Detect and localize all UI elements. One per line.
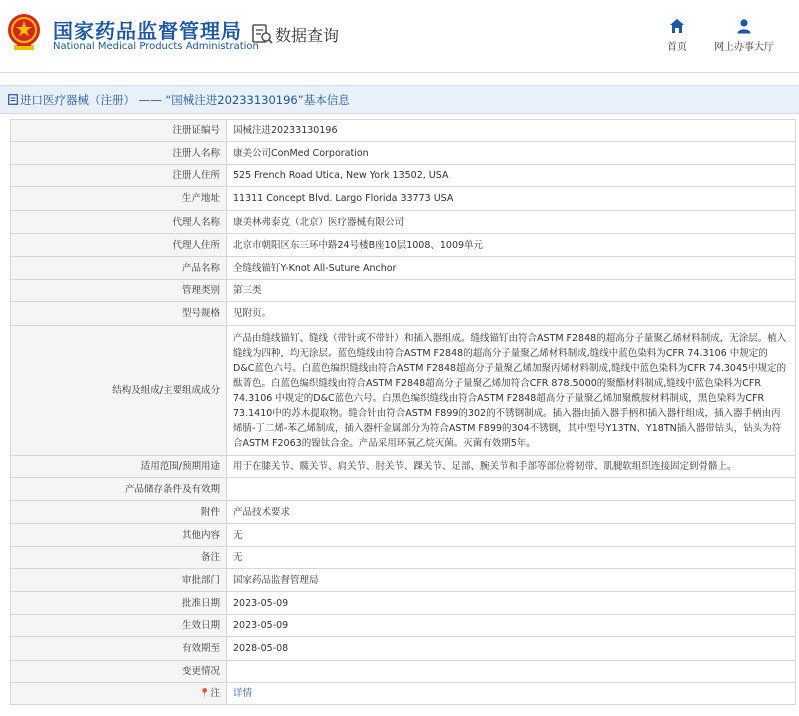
field-value: 第三类	[227, 280, 796, 302]
field-value: 国家药品监督管理局	[227, 569, 796, 592]
field-value	[227, 661, 796, 683]
site-title-cn: 国家药品监督管理局	[53, 19, 242, 43]
field-value: 无	[227, 547, 796, 569]
table-row	[11, 326, 796, 456]
user-icon	[736, 18, 752, 34]
field-value: 2023-05-09	[227, 592, 796, 615]
field-label: 附件	[11, 501, 227, 524]
field-label: 代理人名称	[11, 211, 227, 234]
table-row	[11, 524, 796, 547]
field-label: 注册人住所	[11, 165, 227, 187]
breadcrumb-title: “国械注进20233130196”基本信息	[165, 93, 350, 107]
field-label: 批准日期	[11, 592, 227, 615]
table-row	[11, 501, 796, 524]
table-row	[11, 257, 796, 280]
table-row	[11, 569, 796, 592]
national-emblem-icon	[5, 12, 43, 52]
table-row	[11, 547, 796, 569]
home-icon	[669, 18, 685, 34]
nav-online-office-link[interactable]	[712, 18, 776, 53]
nav-home-link[interactable]	[662, 18, 692, 53]
field-label: 结构及组成/主要组成成分	[11, 326, 227, 456]
location-pin-icon: 📍	[199, 688, 211, 699]
field-value: 国械注进20233130196	[227, 120, 796, 142]
table-row	[11, 302, 796, 326]
field-value: 525 French Road Utica, New York 13502, USA	[227, 165, 796, 187]
data-query-icon	[251, 23, 273, 45]
field-label: 其他内容	[11, 524, 227, 547]
field-value: 康美林弗泰克（北京）医疗器械有限公司	[227, 211, 796, 234]
site-header	[0, 0, 799, 72]
field-label: 管理类别	[11, 280, 227, 302]
table-row	[11, 165, 796, 187]
field-value: 产品由缝线锚钉、缝线（带针或不带针）和插入器组成。缝线锚钉由符合ASTM F2848的超高分子量聚乙烯材料制成，无涂层。植入缝线为四种，均无涂层。蓝色缝线由符合ASTM F2848的超高分子量聚乙烯材料制成,缝线中蓝色染料为CFR 74.3106 中规定的D&C蓝色六号。白蓝色编织缝线由符合ASTM F2848超高分子量聚乙烯加聚丙烯材料制成,缝线中蓝色染料为CFR 74.3045中规定的酞菁色。白蓝色编织缝线由符合ASTM F2848超高分子量聚乙烯加符合CFR 878.5000的聚酯材料制成,缝线中蓝色染料为CFR 74.3106 中规定的D&C蓝色六号。白黑色编织缝线由符合ASTM F2848超高分子量聚乙烯加聚酰胺材料制成，黑色染料为CFR 73.1410中的苏木提取物。缝合针由符合ASTM F899的302的不锈钢制成。插入器由插入器手柄和插入器杆组成，插入器手柄由丙烯腈-丁二烯-苯乙烯制成，插入器杆金属部分为符合ASTM F899的304不锈钢，其中型号Y13TN、Y18TN插入器带钻头，钻头为符合ASTM F2063的镍钛合金。产品采用环氧乙烷灭菌。灭菌有效期5年。	[227, 326, 796, 456]
table-row	[11, 683, 796, 705]
table-row	[11, 211, 796, 234]
nav-online-office-label: 网上办事大厅	[714, 42, 774, 53]
document-icon	[8, 94, 18, 105]
note-label-cell	[11, 683, 227, 705]
table-row	[11, 120, 796, 142]
field-label: 生产地址	[11, 187, 227, 211]
field-label: 审批部门	[11, 569, 227, 592]
details-link[interactable]: 详情	[233, 688, 253, 699]
table-row	[11, 187, 796, 211]
field-label: 注册人名称	[11, 142, 227, 165]
field-label: 注册证编号	[11, 120, 227, 142]
table-row	[11, 456, 796, 478]
breadcrumb-separator: ——	[138, 93, 162, 107]
field-value: 无	[227, 524, 796, 547]
table-row	[11, 637, 796, 661]
field-value: 康美公司ConMed Corporation	[227, 142, 796, 165]
field-value: 全缝线锚钉Y-Knot All-Suture Anchor	[227, 257, 796, 280]
table-row	[11, 280, 796, 302]
table-row	[11, 142, 796, 165]
field-value: 2028-05-08	[227, 637, 796, 661]
nav-home-label: 首页	[667, 42, 687, 53]
field-label: 产品储存条件及有效期	[11, 478, 227, 501]
field-value: 用于在膝关节、髋关节、肩关节、肘关节、踝关节、足部、腕关节和手部等部位将韧带、肌腱软组织连接固定到骨骼上。	[227, 456, 796, 478]
field-value	[227, 478, 796, 501]
breadcrumb-category[interactable]: 进口医疗器械（注册）	[20, 93, 135, 107]
table-row	[11, 234, 796, 257]
breadcrumb	[0, 85, 799, 114]
field-value: 北京市朝阳区东三环中路24号楼B座10层1008、1009单元	[227, 234, 796, 257]
table-row	[11, 661, 796, 683]
field-label: 生效日期	[11, 615, 227, 637]
field-value: 11311 Concept Blvd. Largo Florida 33773 USA	[227, 187, 796, 211]
field-label: 有效期至	[11, 637, 227, 661]
field-label: 备注	[11, 547, 227, 569]
field-value: 见附页。	[227, 302, 796, 326]
data-query-title: 数据查询	[275, 26, 340, 45]
field-label: 适用范围/预期用途	[11, 456, 227, 478]
table-row	[11, 478, 796, 501]
field-value: 产品技术要求	[227, 501, 796, 524]
table-row	[11, 615, 796, 637]
field-value: 2023-05-09	[227, 615, 796, 637]
field-label: 代理人住所	[11, 234, 227, 257]
field-label: 变更情况	[11, 661, 227, 683]
registration-info-table	[10, 119, 796, 705]
note-label: 注	[210, 687, 220, 699]
site-title-en: National Medical Products Administration	[53, 41, 259, 52]
table-row	[11, 592, 796, 615]
header-divider	[0, 72, 799, 73]
field-label: 产品名称	[11, 257, 227, 280]
field-label: 型号规格	[11, 302, 227, 326]
